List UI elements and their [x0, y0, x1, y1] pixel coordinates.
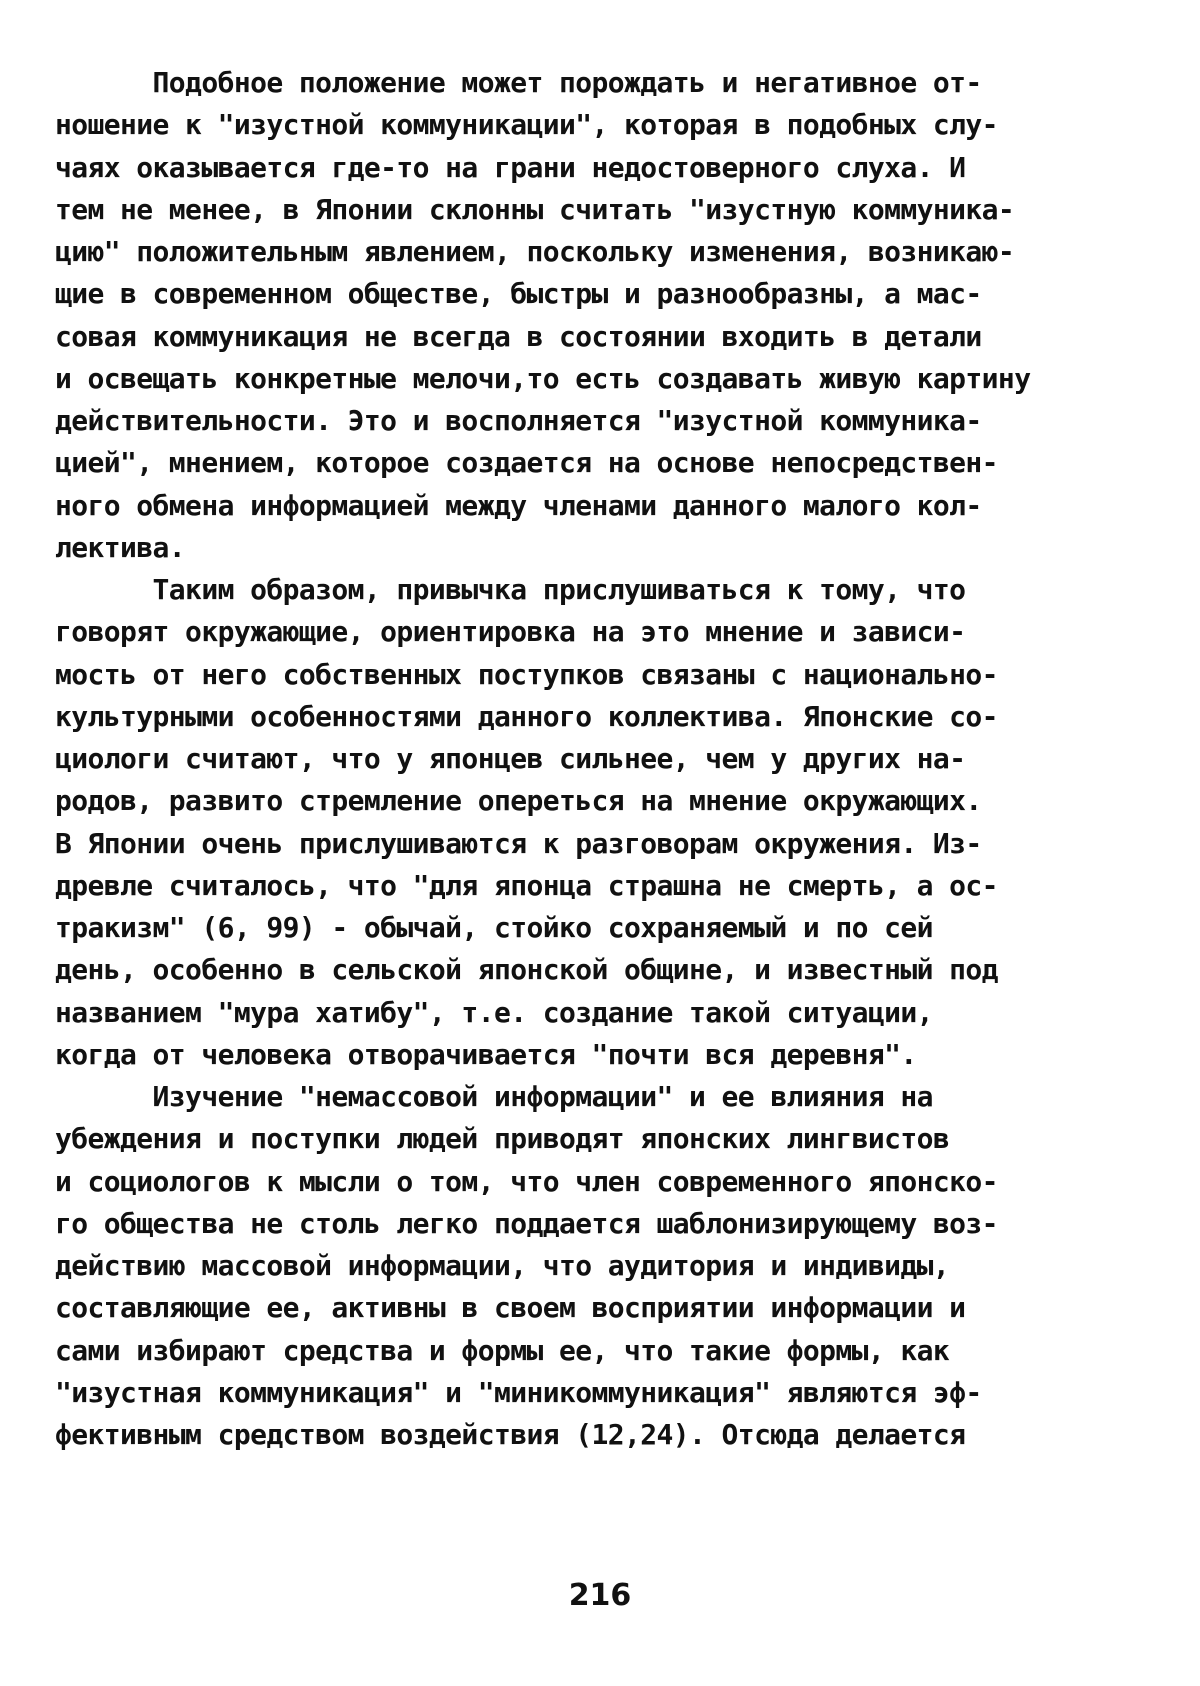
text-line: и освещать конкретные мелочи,то есть создавать живую картину [55, 361, 1031, 395]
text-line: тракизм" (6, 99) - обычай, стойко сохраняемый и по сей [55, 911, 933, 944]
text-line: действию массовой информации, что аудитория и индивиды, [55, 1249, 950, 1282]
text-line: чаях оказывается где-то на грани недостоверного слуха. И [55, 150, 966, 184]
text-line: составляющие ее, активны в своем восприятии информации и [55, 1291, 966, 1325]
text-line: убеждения и поступки людей приводят японских лингвистов [55, 1122, 950, 1156]
text-line: ного обмена информацией между членами данного малого кол- [55, 488, 982, 522]
text-line: Таким образом, привычка прислушиваться к тому, что [55, 573, 966, 606]
text-line: когда от человека отворачивается "почти вся деревня". [55, 1037, 917, 1071]
text-line: родов, развито стремление опереться на мнение окружающих. [55, 784, 982, 818]
text-line: го общества не столь легко поддается шаблонизирующему воз- [55, 1206, 998, 1240]
text-line: Изучение "немассовой информации" и ее влияния на [55, 1080, 933, 1113]
text-line: В Японии очень прислушиваются к разговорам окружения. Из- [55, 826, 982, 860]
text-line: и социологов к мысли о том, что член современного японско- [55, 1164, 998, 1198]
text-line: фективным средством воздействия (12,24). Отсюда делается [55, 1418, 966, 1451]
text-line: лектива. [55, 530, 186, 564]
text-line: цию" положительным явлением, поскольку изменения, возникаю- [55, 235, 1015, 268]
text-line: Подобное положение может порождать и негативное от- [55, 66, 982, 99]
text-line: день, особенно в сельской японской общине, и известный под [55, 953, 998, 987]
text-line: сами избирают средства и формы ее, что такие формы, как [55, 1333, 950, 1367]
text-line: тем не менее, в Японии склонны считать "изустную коммуника- [55, 192, 1015, 226]
text-line: действительности. Это и восполняется "изустной коммуника- [55, 404, 982, 437]
text-line: мость от него собственных поступков связаны с национально- [55, 657, 998, 691]
text-line: совая коммуникация не всегда в состоянии входить в детали [55, 319, 982, 353]
text-line: названием "мура хатибу", т.е. создание такой ситуации, [55, 995, 933, 1029]
text-line: циологи считают, что у японцев сильнее, чем у других на- [55, 742, 966, 775]
text-line: "изустная коммуникация" и "миникоммуникация" являются эф- [55, 1375, 982, 1409]
text-line: ношение к "изустной коммуникации", которая в подобных слу- [55, 108, 998, 142]
text-line: щие в современном обществе, быстры и разнообразны, а мас- [55, 277, 982, 311]
text-line: культурными особенностями данного коллектива. Японские со- [55, 699, 998, 733]
text-line: цией", мнением, которое создается на основе непосредствен- [55, 446, 998, 480]
page-number: 216 [568, 1578, 632, 1613]
text-line: говорят окружающие, ориентировка на это мнение и зависи- [55, 615, 966, 649]
body-text [55, 62, 1165, 1456]
text-line: древле считалось, что "для японца страшна не смерть, а ос- [55, 868, 998, 902]
